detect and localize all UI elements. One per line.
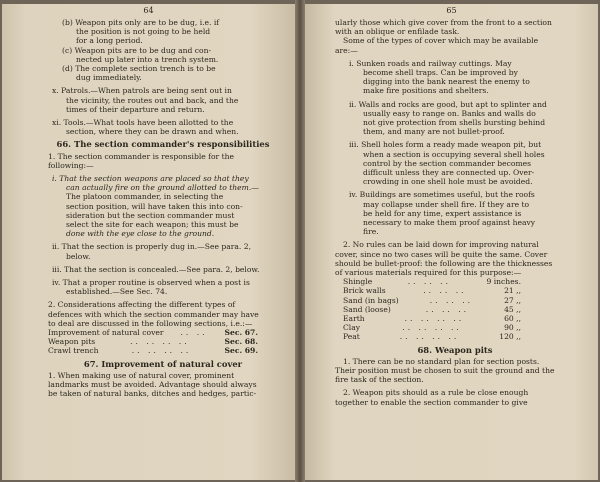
text-line: nected up later into a trench system. xyxy=(76,54,219,64)
text-line: iii. That the section is concealed.—See para. 2, below. xyxy=(52,264,260,274)
text-line: not give protection from shells bursting behind xyxy=(363,118,546,128)
text-line: section position, will have taken this into con- xyxy=(66,201,243,211)
text-line: section, where they can be drawn and when. xyxy=(66,127,239,137)
text-line: 2. No rules can be laid down for improving natural xyxy=(343,240,539,250)
page-number-right: 65 xyxy=(446,6,457,15)
text-line: control by the section commander becomes xyxy=(363,158,532,168)
table-row: Sand (loose) .. .. .. 45 ,, xyxy=(343,304,521,314)
table-row: Crawl trench .. .. .. .. Sec. 69. xyxy=(48,346,258,356)
page-number-left: 64 xyxy=(143,6,154,15)
table-row: Clay .. .. .. .. 90 ,, xyxy=(343,323,521,333)
section-heading-67: 67. Improvement of natural cover xyxy=(83,358,243,369)
table-row: Shingle .. .. .. 9 inches. xyxy=(343,277,521,287)
text-line: ularly those which give cover from the front to a section xyxy=(335,18,552,27)
text-line: crowding in one shell hole must be avoided. xyxy=(363,177,533,187)
text-line: for a long period. xyxy=(76,36,143,46)
text-line: usually easy to range on. Banks and walls do xyxy=(363,108,536,118)
table-cell-thickness: 120 ,, xyxy=(499,332,521,342)
table-cell-item: Weapon pits xyxy=(48,337,96,347)
text-line: with an oblique or enfilade task. xyxy=(335,27,460,37)
table-row: Earth .. .. .. .. 60 ,, xyxy=(343,314,521,324)
text-line: (b) Weapon pits only are to be dug, i.e. if xyxy=(62,18,220,27)
text-line: ii. That the section is properly dug in.—See para. 2, xyxy=(52,242,251,252)
text-line: iii. Shell holes form a ready made weapon pit, but xyxy=(349,140,542,150)
table-cell-thickness: 21 ,, xyxy=(504,286,521,296)
book-gutter xyxy=(295,0,305,482)
table-row: Sand (in bags) .. .. .. 27 ,, xyxy=(343,295,521,305)
table-cell-thickness: 27 ,, xyxy=(504,295,521,305)
table-cell-material: Brick walls xyxy=(343,286,386,296)
text-line: become shell traps. Can be improved by xyxy=(363,68,518,78)
table-cell-thickness: 9 inches. xyxy=(486,277,521,287)
text-line: (c) Weapon pits are to be dug and con- xyxy=(62,45,212,55)
text-line: following:— xyxy=(48,160,94,170)
text-line: the position is not going to be held xyxy=(76,27,211,37)
text-line: below. xyxy=(66,251,91,261)
text-line: select the site for each weapon; this must be xyxy=(66,220,239,230)
text-line: to deal are discussed in the following sections, i.e.:— xyxy=(48,318,253,328)
text-line: times of their departure and return. xyxy=(66,104,205,114)
text-line: should be bullet-proof: the following are the thicknesses xyxy=(335,258,553,268)
text-line: established.—See Sec. 74. xyxy=(66,287,168,297)
text-line: difficult unless they are connected up. Over- xyxy=(363,168,535,178)
text-line: cover, since no two cases will be quite the same. Cover xyxy=(335,249,548,259)
table-cell-material: Peat xyxy=(343,332,360,342)
text-line: them, and many are not bullet-proof. xyxy=(363,127,505,137)
text-line: are:— xyxy=(335,45,358,55)
text-line: be taken of natural banks, ditches and hedges, partic- xyxy=(48,389,257,399)
text-line: iv. Buildings are sometimes useful, but the roofs xyxy=(349,190,535,200)
text-line: the vicinity, the routes out and back, and the xyxy=(66,95,239,105)
text-line: done with the eye close to the ground. xyxy=(66,229,215,239)
text-line: dug immediately. xyxy=(76,73,142,83)
text-line: 1. When making use of natural cover, prominent xyxy=(48,370,235,380)
text-line: i. That the section weapons are placed so that they xyxy=(52,174,249,184)
text-line: of various materials required for this purpose:— xyxy=(335,268,522,278)
table-cell-ref: Sec. 68. xyxy=(224,337,258,347)
table-cell-ref: Sec. 67. xyxy=(224,328,258,338)
table-row: Improvement of natural cover .. .. Sec. 67. xyxy=(48,328,258,338)
table-cell-material: Shingle xyxy=(343,277,373,287)
text-line: 2. Weapon pits should as a rule be close enough xyxy=(343,388,529,398)
text-line: be held for any time, expert assistance is xyxy=(363,208,522,218)
text-line: The platoon commander, in selecting the xyxy=(66,192,224,202)
text-line: together to enable the section commander to give xyxy=(335,397,528,407)
text-line: Their position must be chosen to suit the ground and the xyxy=(335,366,555,375)
section-heading-66: 66. The section commander's responsibilities xyxy=(56,139,270,150)
text-line: 2. Considerations affecting the different types of xyxy=(48,300,236,310)
text-line: 1. The section commander is responsible for the xyxy=(48,151,235,161)
text-line: landmarks must be avoided. Advantage should always xyxy=(48,380,257,390)
table-row: Peat .. .. .. .. 120 ,, xyxy=(343,332,521,342)
text-line: fire task of the section. xyxy=(335,375,424,385)
text-line: Some of the types of cover which may be available xyxy=(343,36,539,46)
text-line: digging into the bank nearest the enemy to xyxy=(363,77,530,87)
right-page xyxy=(305,4,598,480)
table-cell-item: Crawl trench xyxy=(48,346,99,356)
text-line: defences with which the section commander may have xyxy=(48,309,259,319)
table-cell-material: Sand (loose) xyxy=(343,304,391,314)
table-cell-item: Improvement of natural cover xyxy=(48,328,164,338)
table-cell-ref: Sec. 69. xyxy=(224,346,258,356)
text-line: can actually fire on the ground allotted to them.— xyxy=(66,183,259,193)
text-line: xi. Tools.—What tools have been allotted to the xyxy=(52,118,234,128)
text-line: make fire positions and shelters. xyxy=(363,86,489,96)
left-page xyxy=(2,4,295,480)
text-line: fire. xyxy=(363,227,379,237)
right-page-text xyxy=(335,18,575,407)
text-line: 1. There can be no standard plan for section posts. xyxy=(343,356,540,366)
text-line: sideration but the section commander must xyxy=(66,210,235,220)
table-row: Weapon pits .. .. .. .. Sec. 68. xyxy=(48,337,258,347)
table-row: Brick walls .. .. .. 21 ,, xyxy=(343,286,521,296)
text-line: i. Sunken roads and railway cuttings. May xyxy=(349,58,512,68)
sections-table xyxy=(48,328,258,356)
text-line: iv. That a proper routine is observed when a post is xyxy=(52,278,250,288)
left-page-text xyxy=(48,18,278,398)
text-line: may collapse under shell fire. If they are to xyxy=(363,199,530,209)
text-line: (d) The complete section trench is to be xyxy=(62,64,216,74)
text-line: necessary to make them proof against heavy xyxy=(363,218,536,228)
table-cell-thickness: 90 ,, xyxy=(504,323,521,333)
table-cell-material: Earth xyxy=(343,314,365,324)
text-line: ii. Walls and rocks are good, but apt to splinter and xyxy=(349,99,547,109)
table-cell-thickness: 60 ,, xyxy=(504,314,521,324)
materials-table xyxy=(343,277,521,341)
table-cell-thickness: 45 ,, xyxy=(504,304,521,314)
table-cell-material: Sand (in bags) xyxy=(343,295,399,305)
section-heading-68: 68. Weapon pits xyxy=(417,344,493,355)
table-cell-material: Clay xyxy=(343,323,361,333)
text-line: x. Patrols.—When patrols are being sent out in xyxy=(52,86,232,96)
text-line: when a section is occupying several shell holes xyxy=(363,149,545,159)
